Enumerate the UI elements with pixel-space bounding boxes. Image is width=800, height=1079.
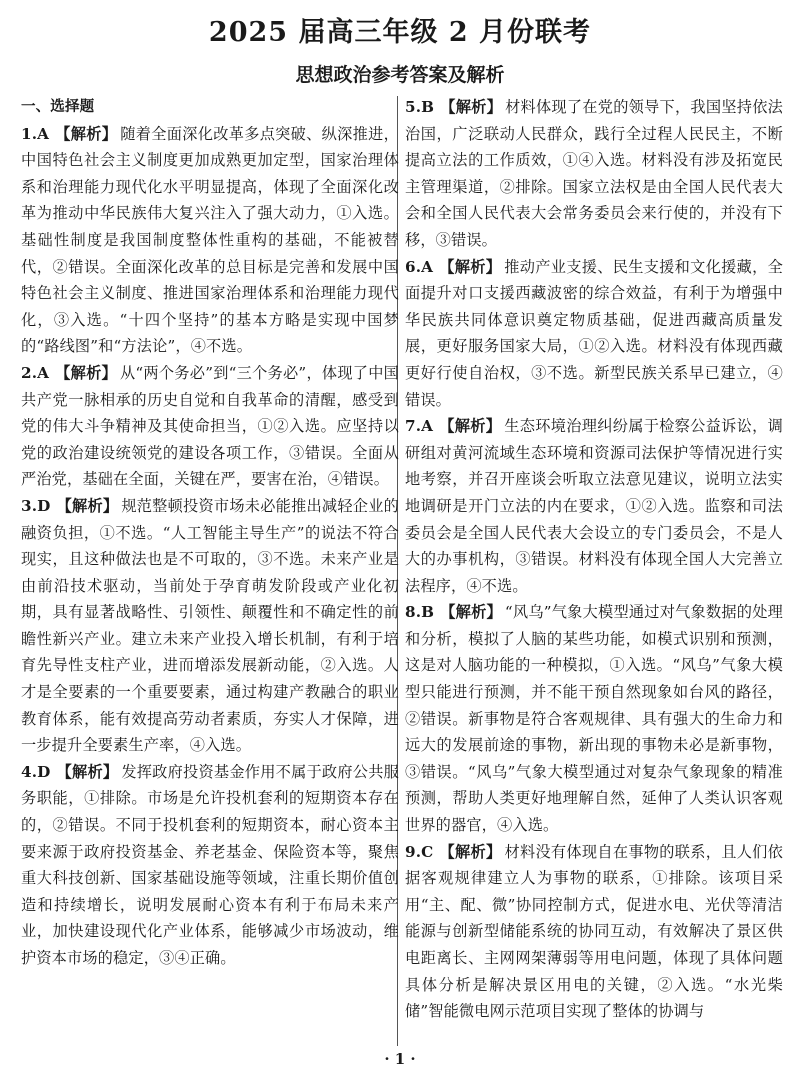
- question-answer: A: [37, 363, 50, 382]
- analysis-text: 随着全面深化改革多点突破、纵深推进，中国特色社会主义制度更加成熟更加定型，国家治理体系和治理能力现代化水平明显提高，体现了全面深化改革为推动中华民族伟大复兴注入了强大动力，①入选。基础性制度是我国制度整体性重构的基础，不能被替代，②错误。全面深化改革的总目标是完善和发展中国特色社会主义制度、推进国家治理体系和治理能力现代化，③入选。“十四个坚持”的基本方略是实现中国梦的“路线图”和“方法论”，④不选。: [21, 124, 399, 356]
- question-answer: D: [37, 762, 51, 781]
- page-subtitle: 思想政治参考答案及解析: [295, 64, 505, 86]
- analysis-text: 材料体现了在党的领导下，我国坚持依法治国，广泛联动人民群众，践行全过程人民民主，不断提高立法的工作质效，①④入选。材料没有涉及拓宽民主管理渠道，②排除。国家立法权是由全国人民代表大会和全国人民代表大会常务委员会来行使的，并没有下移，③错误。: [405, 98, 783, 249]
- question-6: [405, 254, 783, 414]
- question-8: [405, 599, 783, 838]
- question-answer: D: [37, 496, 51, 515]
- analysis-text: “风乌”气象大模型通过对气象数据的处理和分析，模拟了人脑的某些功能，如模式识别和预测，这是对人脑功能的一种模拟，①入选。“风乌”气象大模型只能进行预测，并不能干预自然现象如台风的路径，②错误。新事物是符合客观规律、具有强大的生命力和远大的发展前途的事物，新出现的事物未必是新事物，③错误。“风乌”气象大模型通过对复杂气象现象的精准预测，帮助人类更好地理解自然，延伸了人类认识客观世界的器官，④入选。: [405, 603, 783, 835]
- question-number: 6.: [405, 257, 422, 276]
- question-number: 2.: [21, 363, 38, 382]
- section-title: 一、选择题: [21, 99, 95, 115]
- analysis-tag: 【解析】: [439, 257, 502, 276]
- question-answer: B: [421, 603, 435, 622]
- question-number: 4.: [21, 762, 38, 781]
- analysis-tag: 【解析】: [439, 417, 502, 436]
- page-title: 2025 届高三年级 2 月份联考: [208, 17, 592, 48]
- question-answer: A: [421, 417, 434, 436]
- analysis-tag: 【解析】: [56, 762, 119, 781]
- question-answer: C: [421, 842, 434, 861]
- analysis-text: 推动产业支援、民生支援和文化援藏，全面提升对口支援西藏波密的综合效益，有利于为增强中华民族共同体意识奠定物质基础，促进西藏高质量发展，更好服务国家大局，①②入选。材料没有体现西藏更好行使自治权，③不选。新型民族关系早已建立，④错误。: [405, 257, 783, 409]
- question-5: [405, 94, 783, 254]
- question-1: [21, 121, 399, 360]
- question-3: [21, 493, 399, 759]
- analysis-text: 材料没有体现自在事物的联系，且人们依据客观规律建立人为事物的联系，①排除。该项目采用“主、配、微”协同控制方式，促进水电、光伏等清洁能源与创新型储能系统的协同互动，有效解决了景区供电距离长、主网网架薄弱等用电问题，体现了具体问题具体分析是解决景区用电的关键，②入选。“水光柴储”智能微电网示范项目实现了整体的协调与: [405, 842, 783, 1021]
- analysis-tag: 【解析】: [55, 363, 117, 382]
- question-7: [405, 413, 783, 599]
- question-9: [405, 839, 783, 1025]
- left-column: [21, 94, 399, 972]
- question-2: [21, 360, 399, 493]
- question-answer: A: [421, 257, 434, 276]
- question-number: 3.: [21, 496, 38, 515]
- analysis-text: 从“两个务必”到“三个务必”，体现了中国共产党一脉相承的历史自觉和自我革命的清醒，感受到党的伟大斗争精神及其使命担当，①②入选。应坚持以党的政治建设统领党的建设各项工作，③错误。全面从严治党，基础在全面，关键在严，要害在治，④错误。: [21, 363, 399, 489]
- question-number: 7.: [405, 417, 422, 436]
- question-number: 5.: [405, 98, 422, 116]
- question-answer: B: [421, 98, 435, 116]
- question-number: 8.: [405, 603, 422, 622]
- analysis-tag: 【解析】: [440, 603, 502, 622]
- analysis-tag: 【解析】: [55, 124, 118, 143]
- right-column: [405, 94, 783, 1025]
- question-number: 9.: [405, 842, 422, 861]
- question-answer: A: [37, 124, 50, 143]
- analysis-text: 发挥政府投资基金作用不属于政府公共服务职能，①排除。市场是允许投机套利的短期资本存在的，②错误。不同于投机套利的短期资本，耐心资本主要来源于政府投资基金、养老基金、保险资本等，聚焦重大科技创新、国家基础设施等领域，注重长期价值创造和持续增长，说明发展耐心资本有利于布局未来产业，加快建设现代化产业体系，能够减少市场波动，维护资本市场的稳定，③④正确。: [21, 762, 399, 967]
- analysis-text: 规范整顿投资市场未必能推出减轻企业的融资负担，①不选。“人工智能主导生产”的说法不符合现实，且这种做法也是不可取的，③不选。未来产业是由前沿技术驱动，当前处于孕育萌发阶段或产业化初期，具有显著战略性、引领性、颠覆性和不确定性的前瞻性新兴产业。建立未来产业投入增长机制，有利于培育先导性支柱产业，进而增添发展新动能，②入选。人才是全要素的一个重要要素，通过构建产教融合的职业教育体系，能有效提高劳动者素质，夯实人才保障，进一步提升全要素生产率，④入选。: [21, 496, 399, 755]
- question-number: 1.: [21, 124, 38, 143]
- analysis-text: 生态环境治理纠纷属于检察公益诉讼，调研组对黄河流域生态环境和资源司法保护等情况进行实地考察，并召开座谈会听取立法意见建议，说明立法实地调研是开门立法的内在要求，①②入选。监察和司法委员会是全国人民代表大会设立的专门委员会，不是人大的办事机构，③错误。材料没有体现全国人大完善立法程序，④不选。: [405, 417, 783, 595]
- analysis-tag: 【解析】: [56, 496, 119, 515]
- question-4: [21, 759, 399, 972]
- analysis-tag: 【解析】: [440, 98, 503, 116]
- analysis-tag: 【解析】: [439, 842, 502, 861]
- page-number: · 1 ·: [384, 1050, 416, 1068]
